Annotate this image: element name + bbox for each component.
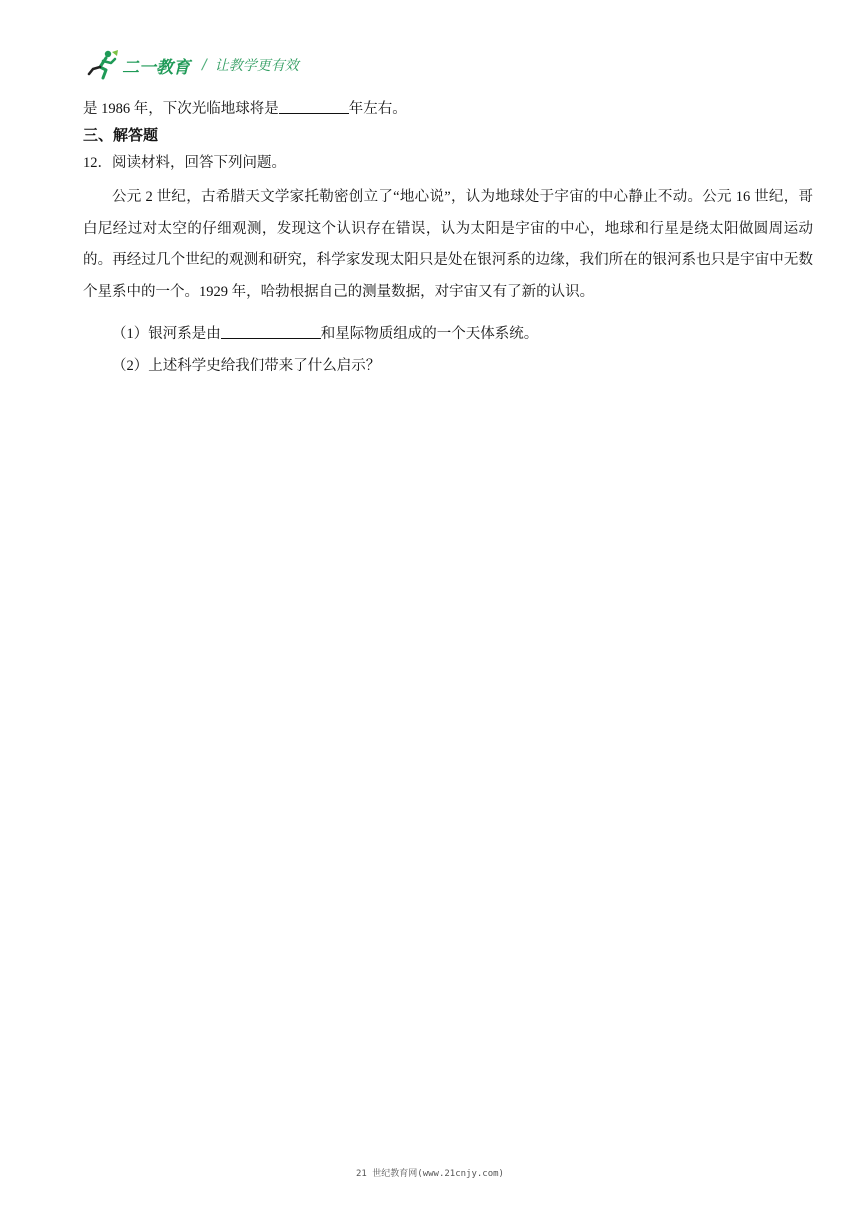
- sub-question-2: （2）上述科学史给我们带来了什么启示？: [112, 358, 381, 374]
- prev-line-text-after: 年左右。: [348, 101, 407, 117]
- header-slogan: 让教学更有效: [214, 58, 299, 74]
- reading-passage: 公元 2 世纪，古希腊天文学家托勒密创立了“地心说”，认为地球处于宇宙的中心静止不动。公元 16 世纪，哥白尼经过对太空的仔细观测，发现这个认识存在错误，认为太阳是宇宙的中心，地球和行星是绕太阳做圆周运动的。再经过几个世纪的观测和研究，科学家发现太阳只是处在银河系的边缘，我们所在的银河系也只是宇宙中无数个星系中的一个。1929 年，哈勃根据自己的测量数据，对宇宙又有了新的认识。: [83, 189, 813, 300]
- page-footer: 21 世纪教育网(www.21cnjy.com): [356, 1169, 504, 1179]
- sub-question-1: [112, 323, 538, 344]
- prev-line-text-before: 是 1986 年，下次光临地球将是: [83, 101, 279, 117]
- question-stem: 12．阅读材料，回答下列问题。: [83, 155, 286, 171]
- section-title: 三、解答题: [83, 126, 159, 144]
- runner-logo-icon: [86, 48, 120, 82]
- answer-blank[interactable]: [279, 98, 349, 114]
- sub1-text-after: 和星际物质组成的一个天体系统。: [320, 326, 539, 342]
- sub1-text-before: （1）银河系是由: [112, 326, 221, 342]
- header-separator: /: [202, 57, 207, 73]
- previous-question-tail: [83, 98, 407, 119]
- answer-blank[interactable]: [221, 323, 321, 339]
- page-header: [86, 48, 299, 82]
- logo-text: 二一教育: [122, 57, 190, 78]
